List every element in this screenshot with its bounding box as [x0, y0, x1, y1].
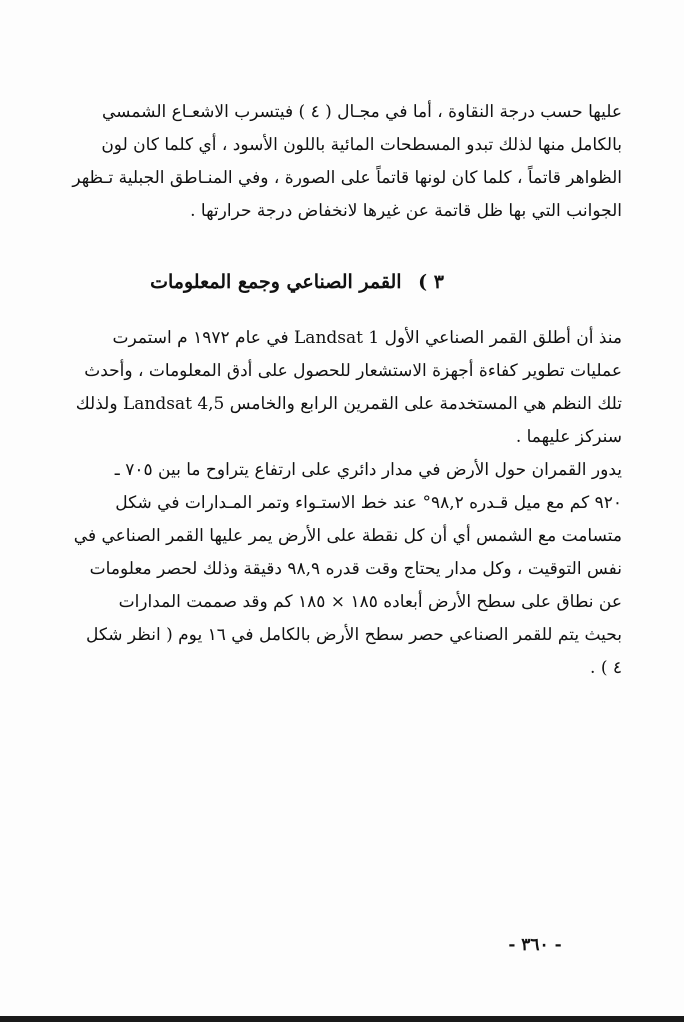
text-line: عليها حسب درجة النقاوة ، أما في مجـال ( ٤ ) فيتسرب الاشعـاع الشمسي — [102, 102, 622, 122]
text-line: بحيث يتم للقمر الصناعي حصر سطح الأرض بالكامل في ١٦ يوم ( انظر شكل — [86, 625, 622, 645]
text-line: الظواهر قاتماً ، كلما كان لونها قاتماً على الصورة ، وفي المنـاطق الجبلية تـظهر — [72, 168, 622, 188]
text-line: سنركز عليهما . — [515, 427, 622, 447]
text-line: ٩٢٠ كم مع ميل قـدره ٩٨,٢° عند خط الاستـواء وتمر المـدارات في شكل — [115, 493, 622, 513]
paragraph-orbit — [62, 454, 622, 685]
text-line: منذ أن أطلق القمر الصناعي الأول Landsat 1 في عام ١٩٧٢ م استمرت — [112, 328, 622, 348]
section-heading — [62, 262, 444, 302]
text-line: بالكامل منها لذلك تبدو المسطحات المائية باللون الأسود ، أي كلما كان لون — [101, 135, 622, 155]
page-number: - ٣٦٠ - — [508, 935, 562, 955]
text-line: تلك النظم هي المستخدمة على القمرين الرابع والخامس Landsat 4,5 ولذلك — [75, 394, 622, 414]
text-line: يدور القمران حول الأرض في مدار دائري على ارتفاع يتراوح ما بين ٧٠٥ ـ — [114, 460, 622, 480]
section-number: ٣ ) — [418, 271, 444, 293]
text-line: نفس التوقيت ، وكل مدار يحتاج وقت قدره ٩٨,٩ دقيقة وذلك لحصر معلومات — [89, 559, 622, 579]
page-edge-divider — [0, 1016, 684, 1022]
text-line: ٤ ) . — [590, 658, 622, 678]
section-title: القمر الصناعي وجمع المعلومات — [150, 271, 402, 293]
text-line: عن نطاق على سطح الأرض أبعاده ١٨٥ × ١٨٥ كم وقد صممت المدارات — [118, 592, 622, 612]
paragraph-landsat — [62, 322, 622, 454]
text-line: عمليات تطوير كفاءة أجهزة الاستشعار للحصول على أدق المعلومات ، وأحدث — [84, 361, 622, 381]
paragraph-top — [62, 96, 622, 228]
text-line: متسامت مع الشمس أي أن كل نقطة على الأرض يمر عليها القمر الصناعي في — [73, 526, 622, 546]
text-line: الجوانب التي بها ظل قاتمة عن غيرها لانخفاض درجة حرارتها . — [190, 201, 622, 221]
